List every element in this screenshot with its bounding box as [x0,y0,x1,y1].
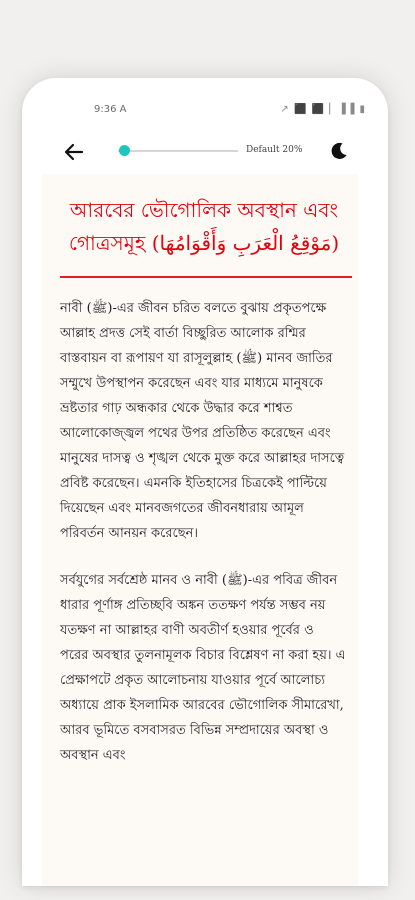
article-content[interactable] [42,174,358,886]
back-arrow-icon [62,140,86,164]
title-divider [60,276,352,278]
status-icons: ↗ ⬛ ⬛ ▏▐▐ ▮ [280,104,366,115]
reader-toolbar [22,130,388,172]
font-size-slider[interactable] [118,142,238,160]
article-title: আরবের ভৌগোলিক অবস্থান এবং গোত্রসমূহ (مَوْقِعُ الْعَرَبِ وَأَقْوَامُهَا) [68,198,340,255]
slider-track [118,150,238,152]
font-size-label: Default 20% [246,145,303,155]
status-bar [22,100,388,122]
back-button[interactable] [62,140,86,164]
moon-icon [328,140,350,162]
article-paragraph: সর্বযুগের সর্বশ্রেষ্ঠ মানব ও নাবী (ﷺ)-এর পবিত্র জীবন ধারার পূর্ণাঙ্গ প্রতিচ্ছবি অঙ্কন ততক্ষণ পর্যন্ত সম্ভব নয় যতক্ষণ না আল্লাহর বাণী অবতীর্ণ হওয়ার পূর্বের ও পরের অবস্থার তুলনামূলক বিচার বিশ্লেষণ না করা হয়। এ প্রেক্ষাপটে প্রকৃত আলোচনায় যাওয়ার পূর্বে আলোচ্য অধ্যায়ে প্রাক ইসলামিক আরবের ভৌগোলিক সীমারেখা, আরব ভূমিতে বসবাসরত বিভিন্ন সম্প্রদায়ের অবস্থা ও অবস্থান এবং [60,573,346,763]
phone-frame [22,78,388,886]
status-time: 9:36 A [94,104,127,115]
article-paragraph: নাবী (ﷺ)-এর জীবন চরিত বলতে বুঝায় প্রকৃতপক্ষে আল্লাহ প্রদত্ত সেই বার্তা বিচ্ছুরিত আলোক রশ্মির বাস্তবায়ন বা রূপায়ণ যা রাসূলুল্লাহ (ﷺ) মানব জাতির সম্মুখে উপস্থাপন করেছেন এবং যার মাধ্যমে মানুষকে ভ্রষ্টতার গাঢ় অন্ধকার থেকে উদ্ধার করে শাশ্বত আলোকোজ্জ্বল পথের উপর প্রতিষ্ঠিত করেছেন এবং মানুষের দাসত্ব ও শৃঙ্খল থেকে মুক্ত করে আল্লাহর দাসত্বে প্রবিষ্ট করেছেন। এমনকি ইতিহাসের চিত্রকেই পাল্টিয়ে দিয়েছেন এবং মানবজগতের জীবনধারায় আমূল পরিবর্তন আনয়ন করেছেন। [60,301,345,541]
slider-thumb[interactable] [119,145,130,156]
dark-mode-toggle[interactable] [328,140,350,162]
